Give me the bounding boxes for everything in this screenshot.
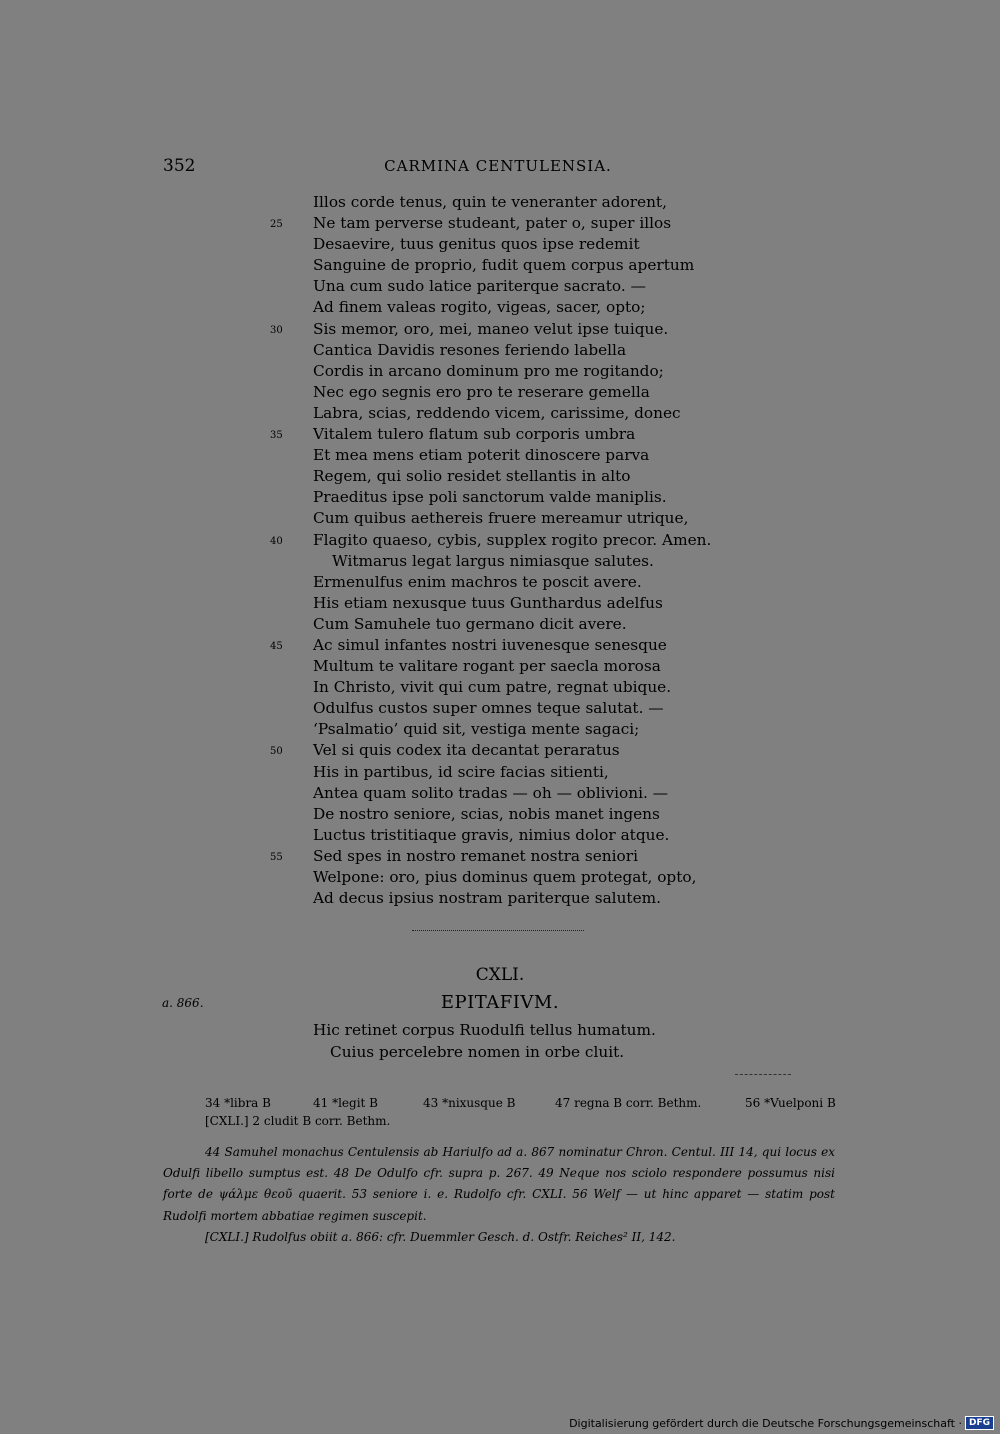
footer-credit: [569, 1416, 994, 1430]
poem-line: [270, 635, 790, 656]
apparatus-row: [205, 1094, 845, 1112]
line-text: Desaevire, tuus genitus quos ipse redemit: [313, 235, 640, 254]
poem-line: [270, 867, 790, 888]
line-number: 55: [270, 851, 283, 863]
poem-line: [270, 846, 790, 867]
note-paragraph: [CXLI.] Rudolfus obiit a. 866: cfr. Duemmler Gesch. d. Ostfr. Reiches² II, 142.: [205, 1229, 676, 1244]
poem-line: [270, 698, 790, 719]
poem-line: [270, 783, 790, 804]
line-text: Cum quibus aethereis fruere mereamur utrique,: [313, 509, 689, 528]
section-divider: [412, 930, 584, 931]
commentary-notes: [163, 1142, 835, 1248]
apparatus-entry: 43 *nixusque B: [423, 1096, 516, 1110]
apparatus-separator: [735, 1074, 791, 1075]
poem-line: [270, 487, 790, 508]
line-text: Odulfus custos super omnes teque salutat. —: [313, 699, 664, 718]
line-text: Praeditus ipse poli sanctorum valde maniplis.: [313, 488, 667, 507]
line-number: 45: [270, 640, 283, 652]
poem-line: [270, 361, 790, 382]
dfg-logo-icon: DFG: [965, 1416, 994, 1430]
line-text: Ad decus ipsius nostram pariterque salutem.: [313, 889, 661, 908]
line-text: Vitalem tulero flatum sub corporis umbra: [313, 425, 636, 444]
footer-text: Digitalisierung gefördert durch die Deutsche Forschungsgemeinschaft ·: [569, 1416, 962, 1430]
piece-title: EPITAFIVM.: [440, 992, 560, 1013]
epitaph-line: Hic retinet corpus Ruodulfi tellus humatum.: [313, 1021, 656, 1039]
poem-line: [270, 804, 790, 825]
apparatus-entry: 34 *libra B: [205, 1096, 271, 1110]
apparatus-entry: [CXLI.] 2 cludit B corr. Bethm.: [205, 1114, 391, 1128]
line-text: Labra, scias, reddendo vicem, carissime, donec: [313, 403, 681, 422]
poem-line: [270, 466, 790, 487]
line-number: 35: [270, 430, 283, 442]
poem-line: [270, 719, 790, 740]
poem-line: [270, 382, 790, 403]
running-title: CARMINA CENTULENSIA.: [384, 157, 612, 175]
line-text: Welpone: oro, pius dominus quem protegat, opto,: [313, 868, 697, 886]
line-text: Ne tam perverse studeant, pater o, super illos: [313, 214, 672, 233]
line-text: Regem, qui solio residet stellantis in alto: [313, 467, 631, 486]
line-number: 50: [270, 746, 283, 758]
note-paragraph: 44 Samuhel monachus Centulensis ab Hariulfo ad a. 867 nominatur Chron. Centul. III 14, qui locus ex Odulfi libello sumptus est. 48 De Odulfo cfr. supra p. 267. 49 Neque nos sciolo respondere possumus nisi forte de ψάλμε θεοῦ quaerit. 53 seniore i. e. Rudolfo cfr. CXLI. 56 Welf — ut hinc apparet — statim post Rudolfi mortem abbatiae regimen suscepit.: [163, 1145, 835, 1223]
poem-line: [270, 319, 790, 340]
poem-line: [270, 762, 790, 783]
line-text: Nec ego segnis ero pro te reserare gemella: [313, 382, 650, 401]
line-text: Multum te valitare rogant per saecla morosa: [313, 657, 661, 676]
poem-line: [270, 255, 790, 276]
line-text: Ad finem valeas rogito, vigeas, sacer, opto;: [313, 298, 646, 317]
apparatus-entry: 56 *Vuelponi B: [745, 1096, 836, 1110]
poem-line: [270, 445, 790, 466]
poem-line: [270, 213, 790, 234]
line-text: Ac simul infantes nostri iuvenesque senesque: [313, 635, 667, 654]
page-number: 352: [163, 156, 196, 176]
line-text: Sanguine de proprio, fudit quem corpus apertum: [313, 256, 695, 275]
poem-line: [270, 572, 790, 593]
line-text: Sed spes in nostro remanet nostra seniori: [313, 846, 638, 865]
line-text: Vel si quis codex ita decantat peraratus: [313, 741, 620, 760]
running-head: [163, 156, 833, 178]
piece-number: CXLI.: [475, 965, 525, 985]
epitaph-text: [313, 1020, 713, 1063]
line-text: ‘Psalmatio’ quid sit, vestiga mente sagaci;: [313, 720, 640, 739]
line-text: Flagito quaeso, cybis, supplex rogito precor. Amen.: [313, 530, 712, 549]
line-text: Witmarus legat largus nimiasque salutes.: [332, 551, 654, 570]
poem-line: [270, 656, 790, 677]
line-text: Cum Samuhele tuo germano dicit avere.: [313, 614, 627, 633]
poem-line: [270, 234, 790, 255]
poem-line: [270, 192, 790, 213]
date-note: a. 866.: [162, 996, 204, 1010]
epitaph-line: Cuius percelebre nomen in orbe cluit.: [330, 1042, 625, 1061]
line-number: 30: [270, 324, 283, 336]
line-text: Sis memor, oro, mei, maneo velut ipse tuique.: [313, 319, 669, 338]
poem-line: [270, 508, 790, 529]
poem-line: [270, 677, 790, 698]
poem-line: [270, 424, 790, 445]
poem-text: [270, 192, 790, 909]
line-number: 40: [270, 535, 283, 547]
line-text: Antea quam solito tradas — oh — oblivioni. —: [313, 783, 669, 802]
poem-line: [270, 740, 790, 761]
line-text: Una cum sudo latice pariterque sacrato. —: [313, 277, 646, 296]
poem-line: [270, 340, 790, 361]
poem-line: [270, 276, 790, 297]
apparatus-row: [205, 1112, 845, 1130]
line-text: De nostro seniore, scias, nobis manet ingens: [313, 804, 660, 823]
poem-line: [270, 593, 790, 614]
apparatus-entry: 41 *legit B: [313, 1096, 378, 1110]
line-text: In Christo, vivit qui cum patre, regnat ubique.: [313, 678, 672, 697]
poem-line: [270, 297, 790, 318]
line-text: Cantica Davidis resones feriendo labella: [313, 340, 627, 359]
line-number: 25: [270, 219, 283, 231]
poem-line: [270, 614, 790, 635]
line-text: Cordis in arcano dominum pro me rogitando;: [313, 361, 664, 380]
critical-apparatus: [205, 1094, 845, 1130]
line-text: Ermenulfus enim machros te poscit avere.: [313, 572, 642, 591]
apparatus-entry: 47 regna B corr. Bethm.: [555, 1096, 702, 1110]
poem-line: [270, 530, 790, 551]
poem-line: [270, 403, 790, 424]
line-text: Illos corde tenus, quin te veneranter adorent,: [313, 193, 667, 211]
line-text: Luctus tristitiaque gravis, nimius dolor atque.: [313, 825, 670, 844]
line-text: Et mea mens etiam poterit dinoscere parva: [313, 446, 650, 465]
poem-line: [270, 888, 790, 909]
poem-line: [270, 551, 790, 572]
line-text: His etiam nexusque tuus Gunthardus adelfus: [313, 593, 663, 612]
line-text: His in partibus, id scire facias sitienti,: [313, 762, 609, 781]
poem-line: [270, 825, 790, 846]
